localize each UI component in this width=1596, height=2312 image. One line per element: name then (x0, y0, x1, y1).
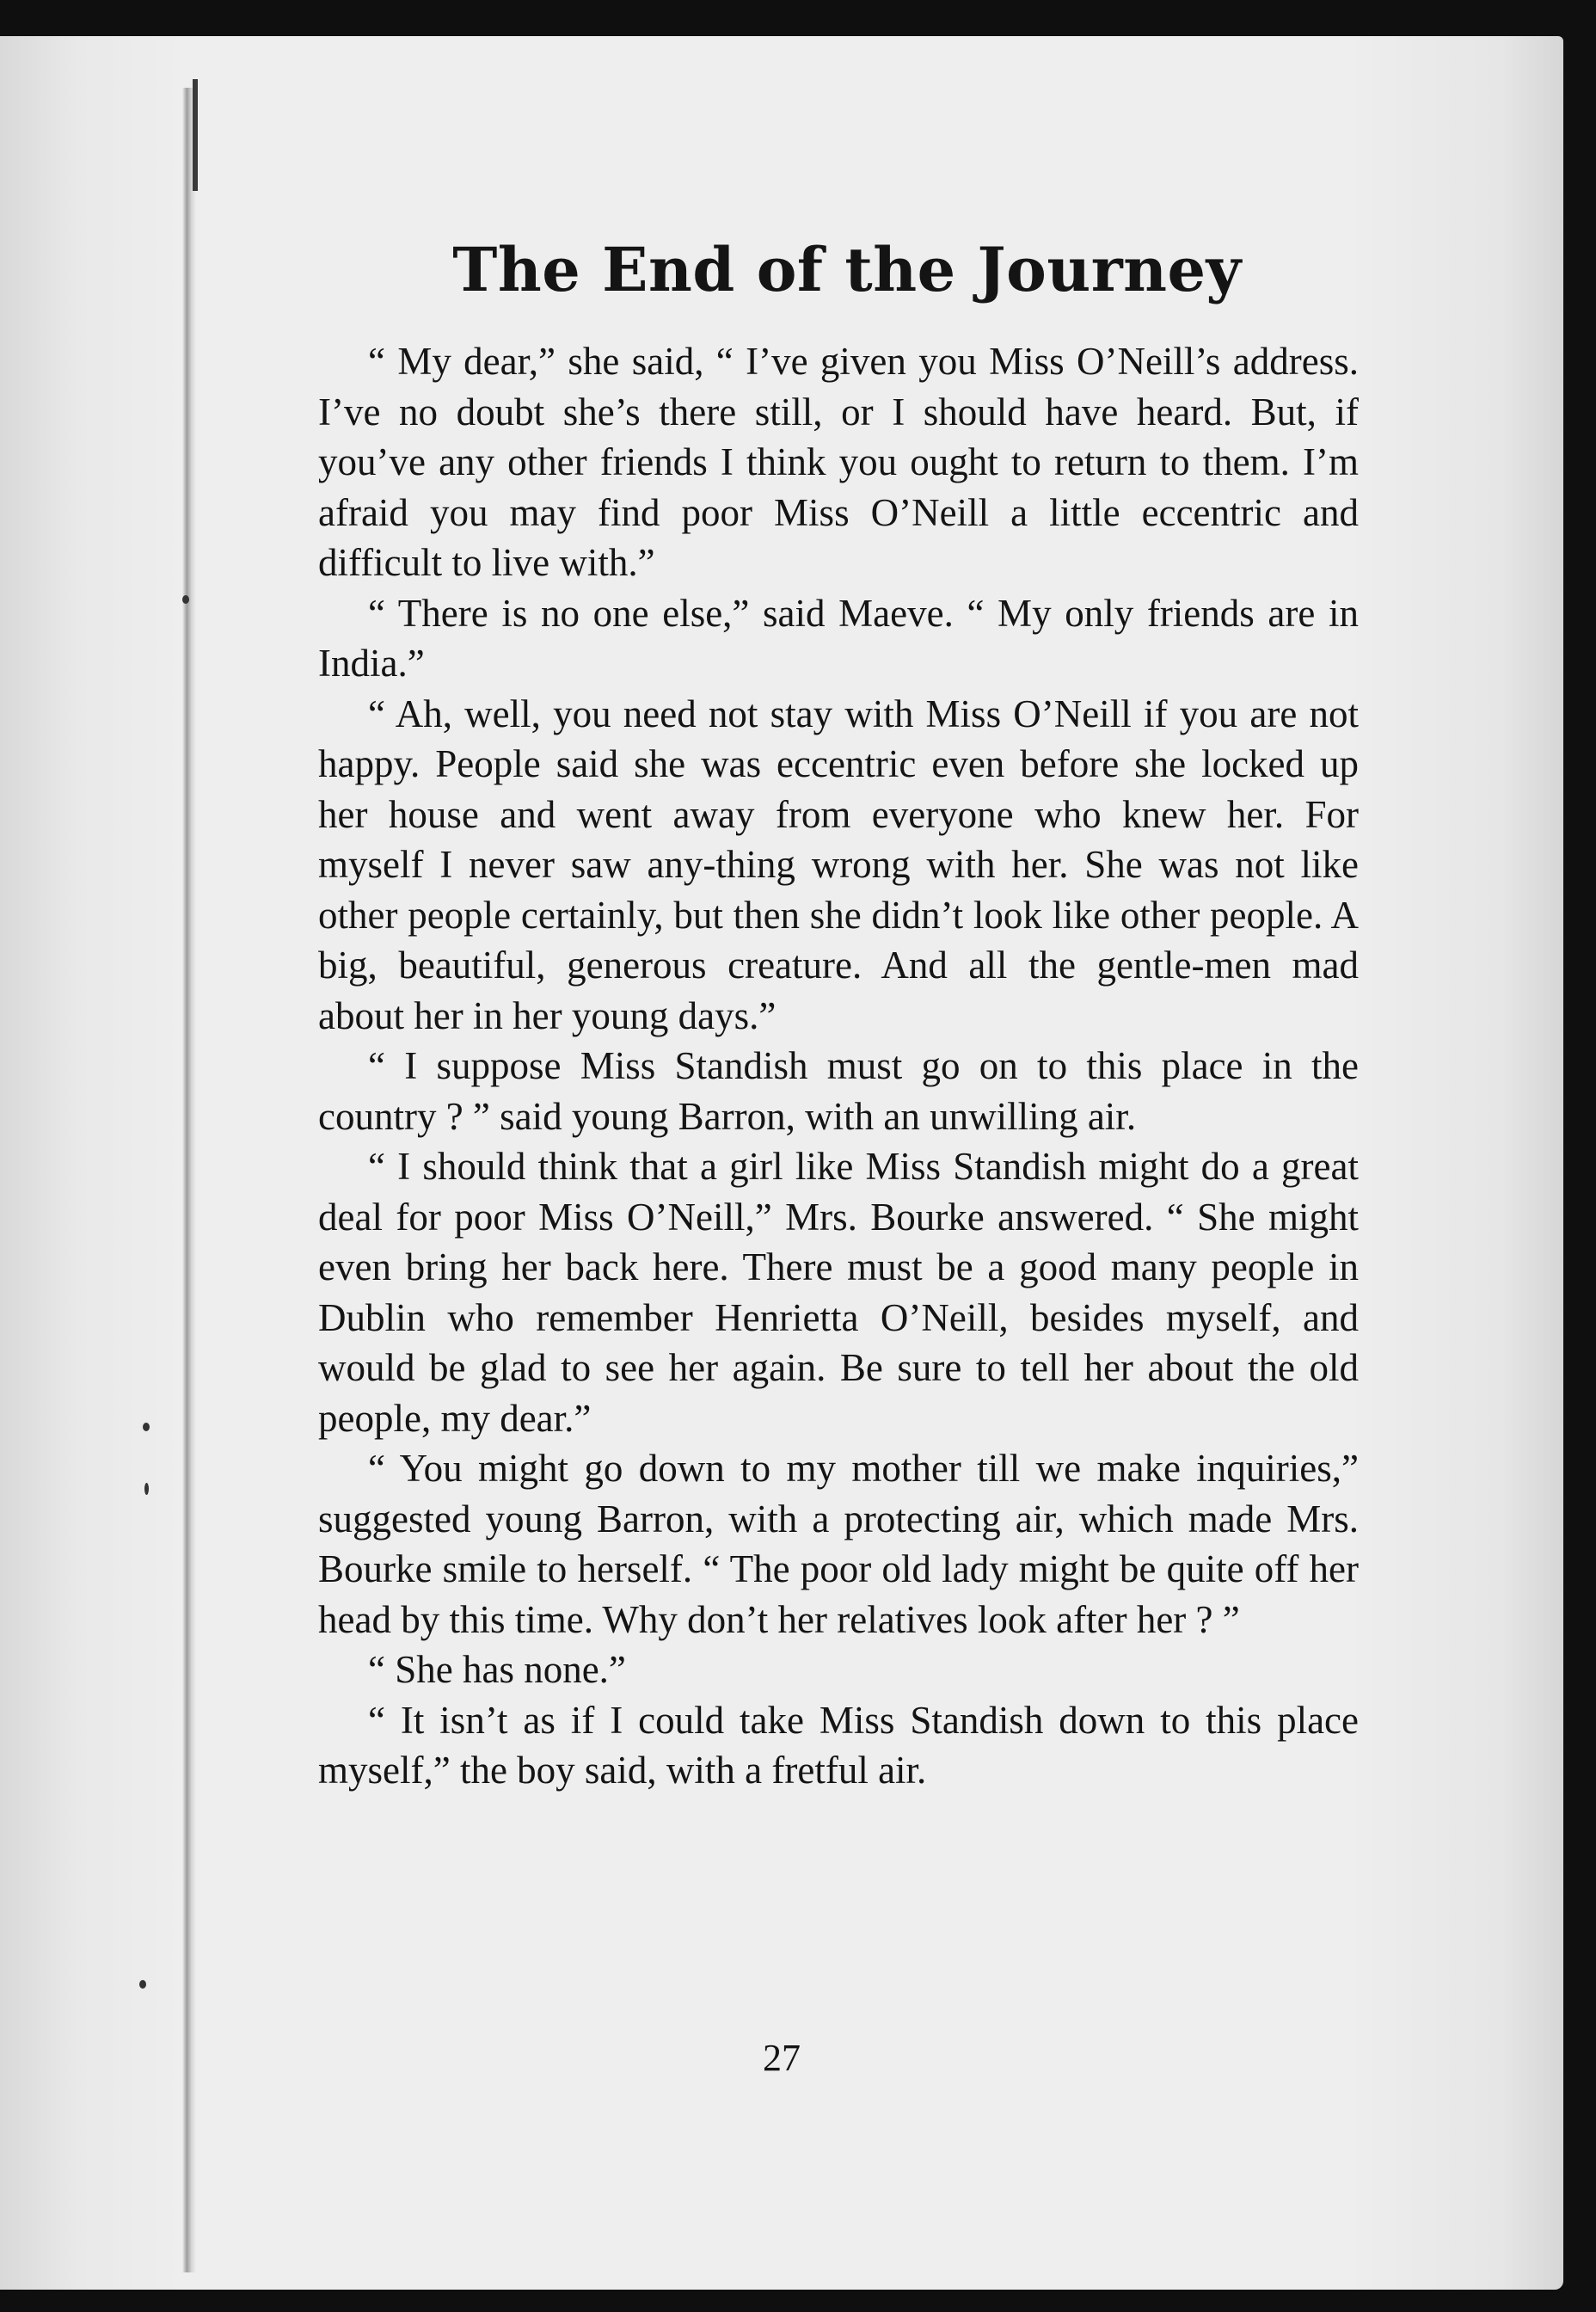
speck-mark (182, 595, 189, 604)
speck-mark (144, 1483, 149, 1495)
paragraph: “ I should think that a girl like Miss Standish might do a great deal for poor Miss O’Neill,” Mrs. Bourke answered. “ She might even bring her back here. There must be a good many people in Dublin who remember Henrietta O’Neill, besides myself, and would be glad to see her again. Be sure to tell her about the old people, my dear.” (318, 1145, 1359, 1440)
paragraph: “ There is no one else,” said Maeve. “ My only friends are in India.” (318, 591, 1359, 685)
paragraph: “ It isn’t as if I could take Miss Standish down to this place myself,” the boy said, with a fretful air. (318, 1698, 1359, 1792)
speck-mark (143, 1423, 150, 1431)
speck-mark (139, 1980, 146, 1989)
page-number: 27 (763, 2037, 801, 2079)
text-column (318, 234, 1359, 1796)
paragraph: “ Ah, well, you need not stay with Miss O’Neill if you are not happy. People said she was eccentric even before she locked up her house and went away from everyone who knew her. For myself I never saw any-thing wrong with her. She was not like other people certainly, but then she didn’t look like other people. A big, beautiful, generous creature. And all the gentle-men mad about her in her young days.” (318, 692, 1359, 1037)
page-spine-shadow (182, 88, 196, 2272)
paragraph: “ I suppose Miss Standish must go on to this place in the country ? ” said young Barron, with an unwilling air. (318, 1044, 1359, 1138)
paragraph: “ She has none.” (368, 1648, 626, 1691)
paragraph: “ You might go down to my mother till we make inquiries,” suggested young Barron, with a protecting air, which made Mrs. Bourke smile to herself. “ The poor old lady might be quite off her head by this time. Why don’t her relatives look after her ? ” (318, 1447, 1359, 1641)
chapter-title: The End of the Journey (452, 234, 1242, 305)
binding-mark (193, 79, 198, 191)
book-page (0, 36, 1563, 2290)
paragraph: “ My dear,” she said, “ I’ve given you Miss O’Neill’s address. I’ve no doubt she’s there still, or I should have heard. But, if you’ve any other friends I think you ought to return to them. I’m afraid you may find poor Miss O’Neill a little eccentric and difficult to live with.” (318, 340, 1359, 584)
